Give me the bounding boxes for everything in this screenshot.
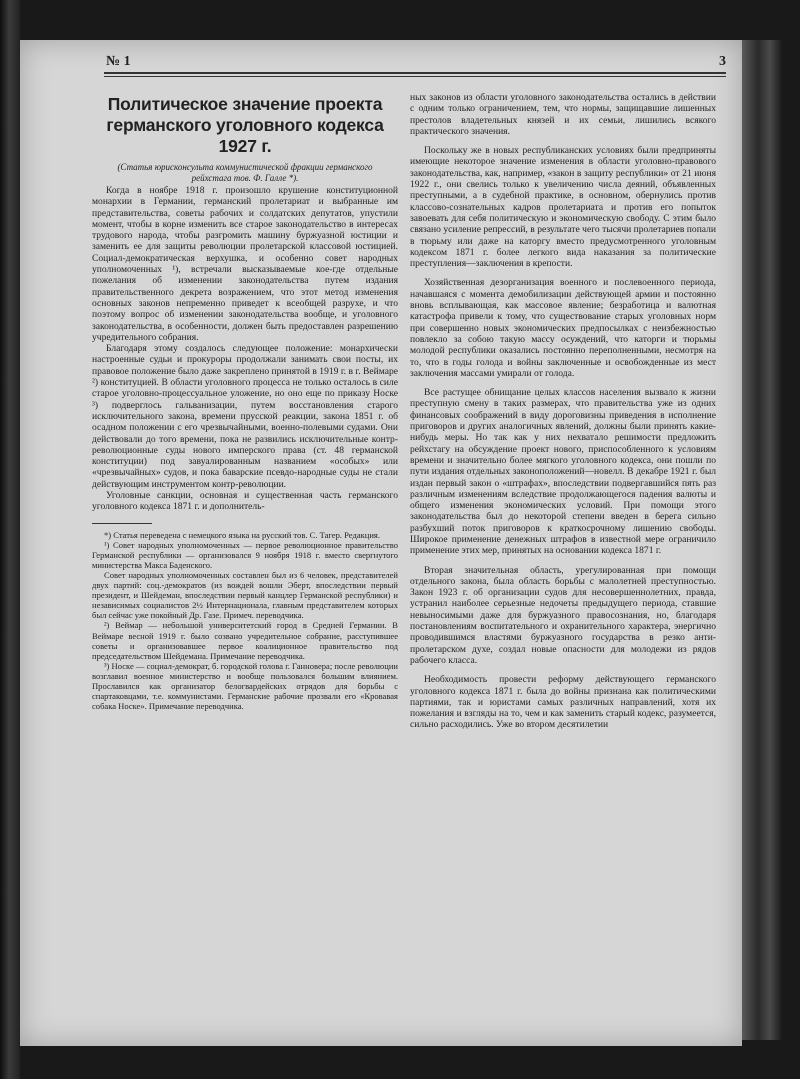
body-paragraph: Хозяйственная дезорганизация военного и послевоенного периода, начавшаяся с момента демобилизации действующей армии и постоянно вновь всплывающая, как массовое явление; безработица и валютная катастрофа привели к тому, что существование старых уголовных норм при совершенно новых экономических предпосылках с неизбежностью повлекло за собою такую массу осуждений, что каторги и тюрьмы молодой республики оказались постоянно переполненными, несмотря на то, что в годы голода и войны заключенные и освобожденные из мест заключения массами умирали от голода. bbox=[410, 277, 716, 379]
article-subtitle: (Статья юрисконсульта коммунистической фракции германского рейхстага тов. Ф. Галле *). bbox=[117, 162, 373, 183]
right-column bbox=[410, 92, 716, 731]
body-paragraph: Уголовные санкции, основная и существенная часть германского уголовного кодекса 1871 г. и дополнитель- bbox=[92, 490, 398, 513]
footnote: ²) Веймар — небольшой университетский город в Средней Германии. В Веймаре весной 1919 г. было созвано учредительное собрание, расступившее советы и организовавшее первое коалиционное правительство под председательством Шейдемана. Примечание переводчика. bbox=[92, 620, 398, 661]
header-rule bbox=[104, 72, 726, 74]
scanned-page bbox=[20, 40, 742, 1046]
body-paragraph: Когда в ноябре 1918 г. произошло крушение конституционной монархии в Германии, германский пролетариат и выбранные им представительства, советы рабочих и солдатских депутатов, упустили момент, чтобы в корне изменить все старое законодательство в интересах трудового народа, чтобы разгромить машину буржуазной юстиции и заменить ее для защиты революции пролетарской классовой юстицией. Социал-демократическая верхушка, и особенно совет народных уполномоченных ¹), встречали высказываемые кое-где отдельные пожелания об изменении законодательства путем издания правительственного декрета возражением, что этот метод изменения основных законов непременно приведет к всеобщей разрухе, и что поэтому вопрос об изменении законодательства вообще, и уголовного законодательства, в особенности, должен быть предоставлен разрешению учредительного собрания. bbox=[92, 185, 398, 343]
body-paragraph: Благодаря этому создалось следующее положение: монархически настроенные судьи и прокуроры продолжали занимать свои посты, их правовое положение было даже закреплено принятой в 1919 г. в г. Веймаре ²) конституцией. В области уголовного процесса не только осталось в силе старое уголовно-процессуальное уложение, но оно еще по приказу Носке ³) подверглось гальванизации, путем восстановления старого исключительного закона, времени прусской реакции, закона 1851 г. об осадном положении с его чрезвычайными, военно-полевыми судами. Они действовали до того времени, пока не развились исключительные контр-революционные суды нового имперского права (ст. 48 германской конституции) под завуалированным названием «особых» или «чрезвычайных» судов, и пока баварские псевдо-народные суды не стали действующим инструментом контр-революции. bbox=[92, 343, 398, 490]
page-number: 3 bbox=[719, 54, 726, 69]
left-column bbox=[92, 92, 398, 711]
footnotes bbox=[92, 530, 398, 712]
footnote: Совет народных уполномоченных составлен был из 6 человек, представителей двух партий: соц.-демократов (из вождей вошли Эберт, впоследствии первый президент, и Шейдеман, впоследствии первый канцлер Германской республики) и независимых социалистов 2½ Интернационала, главным представителем которых был сейчас уже покойный Др. Газе. Примеч. переводчика. bbox=[92, 569, 398, 621]
body-paragraph: Необходимость провести реформу действующего германского уголовного кодекса 1871 г. была до войны признана как политическими партиями, так и юристами самых различных направлений, хотя их пожелания и взгляды на то, чем и как заменить старый кодекс, разумеется, сильно расходились. Уже во втором десятилетии bbox=[410, 674, 716, 731]
footnote: ³) Носке — социал-демократ, б. городской голова г. Ганновера; после революции возглавил военное министерство и вообще пользовался большим влиянием. Прославился как организатор белогвардейских отрядов для борьбы с спартаковцами, т.е. коммунистами. Германские рабочие прозвали его «Кровавая собака Носке». Примечание переводчика. bbox=[92, 660, 398, 712]
footnote: *) Статья переведена с немецкого языка на русский тов. С. Тагер. Редакция. bbox=[104, 529, 380, 540]
body-paragraph: ных законов из области уголовного законодательства остались в действии с одним только ограничением, тем, что нормы, защищавшие лишенных престолов владетельных князей и их семьи, лишились всякого практического значения. bbox=[410, 92, 716, 137]
body-paragraph: Вторая значительная область, урегулированная при помощи отдельного закона, была область борьбы с малолетней преступностью. Закон 1923 г. об организации судов для несовершеннолетних, правда, устранил наиболее серьезные недочеты предыдущего периода, ставшие невыносимыми даже для буржуазного правосознания, но, благодаря постановлениям воспитательного и охранительного характера, энергично проводившимся властями буржуазного государства в резко анти-пролетарском духе, создал новые опасности для молодежи из рядов рабочего класса. bbox=[410, 564, 716, 666]
body-paragraph: Все растущее обнищание целых классов населения вызвало к жизни преступную смену в таких размерах, что правительства уже из одних финансовых соображений в виду дороговизны приведения в исполнение приговоров и других аналогичных явлений, должны были принять какие-нибудь меры. Но так как у них нехватало решимости предложить рейхстагу на обсуждение проект нового, приспособленного к условиям времени и значительно более мягкого уголовного кодекса, они пошли по пути издания отдельных законоположений—новелл. В декабре 1921 г. был издан первый закон о «штрафах», впоследствии подвергавшийся пять раз различным изменениям вследствие продолжающегося падения валюты и общего изменения экономических условий. При помощи этого законодательства был до некоторой степени введен в берега сильно разбухший поток приговоров к краткосрочному лишению свободы. Широкое применение денежных штрафов в известной мере ограничило применение этих мер, принятых на основании кодекса 1871 г. bbox=[410, 387, 716, 557]
header-rule-thin bbox=[104, 76, 726, 77]
book-left-edge bbox=[0, 0, 20, 1079]
book-spine bbox=[742, 40, 782, 1040]
article-title: Политическое значение проекта германского уголовного кодекса 1927 г. bbox=[106, 94, 384, 156]
footnote-separator bbox=[92, 523, 152, 524]
footnote: ¹) Совет народных уполномоченных — первое революционное правительство Германской республики — организовался 9 ноября 1918 г. вместо свергнутого министерства Макса Баденского. bbox=[92, 539, 398, 570]
body-paragraph: Поскольку же в новых республиканских условиях были предприняты имеющие некоторое значение изменения в области уголовно-правового законодательства, как, например, «закон в защиту республики» от 21 июня 1922 г., они свелись только к увеличению числа деяний, объявленных преступными, а в судебной практике, в основном, обернулись против классово-сознательных кадров пролетариата и против его попыток завоевать для себя политическую и экономическую свободу. С этим было связано усиление репрессий, в результате чего тысячи пролетариев попали в тюрьму или даже на каторгу вместо предусмотренного уголовным кодексом 1871 г. более легкого вида наказания за политические преступления—заключения в крепости. bbox=[410, 145, 716, 270]
issue-number: № 1 bbox=[106, 54, 131, 69]
